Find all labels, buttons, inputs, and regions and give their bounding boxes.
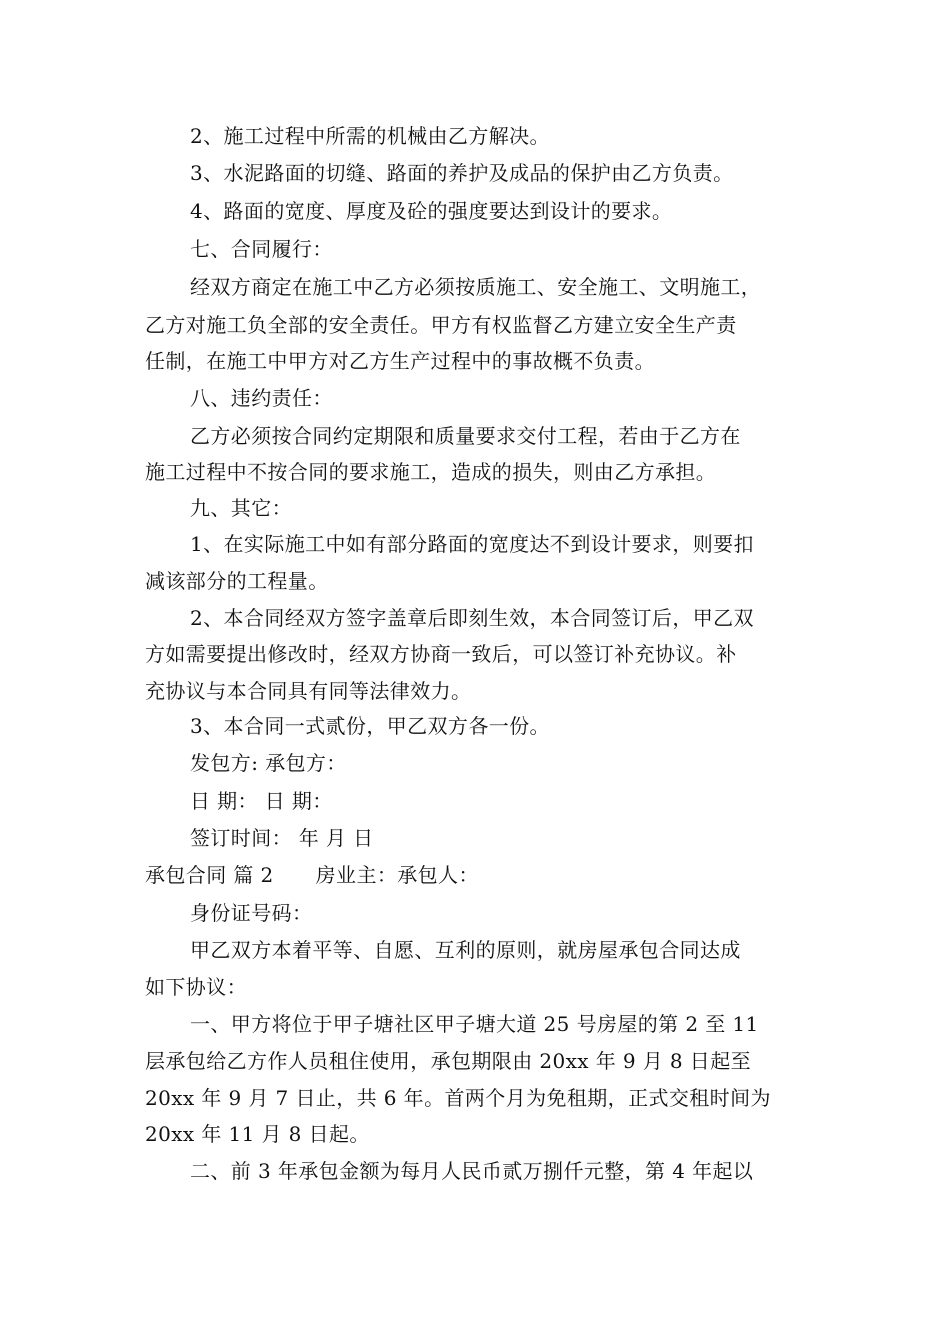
paragraph-line: 乙方必须按合同约定期限和质量要求交付工程，若由于乙方在	[190, 424, 741, 448]
owner-contractor-label: 房业主：承包人：	[315, 863, 479, 887]
paragraph-line: 甲乙双方本着平等、自愿、互利的原则，就房屋承包合同达成	[190, 938, 741, 962]
paragraph-line: 2、本合同经双方签字盖章后即刻生效，本合同签订后，甲乙双	[190, 606, 754, 630]
paragraph-line: 经双方商定在施工中乙方必须按质施工、安全施工、文明施工，	[190, 275, 762, 299]
paragraph-line: 1、在实际施工中如有部分路面的宽度达不到设计要求，则要扣	[190, 532, 754, 556]
signature-dates: 日 期： 日 期：	[190, 789, 333, 813]
paragraph-line: 充协议与本合同具有同等法律效力。	[145, 679, 472, 703]
paragraph-line: 如下协议：	[145, 975, 247, 999]
clause-4-requirements: 4、路面的宽度、厚度及砼的强度要达到设计的要求。	[190, 199, 673, 223]
paragraph-line: 乙方对施工负全部的安全责任。甲方有权监督乙方建立安全生产责	[145, 313, 737, 337]
section-9-heading: 九、其它：	[190, 496, 292, 520]
paragraph-line: 层承包给乙方作人员租住使用，承包期限由 20xx 年 9 月 8 日起至	[145, 1049, 752, 1073]
clause-3-maintenance: 3、水泥路面的切缝、路面的养护及成品的保护由乙方负责。	[190, 161, 734, 185]
paragraph-line: 20xx 年 9 月 7 日止，共 6 年。首两个月为免租期，正式交租时间为	[145, 1086, 771, 1110]
paragraph-line: 任制，在施工中甲方对乙方生产过程中的事故概不负责。	[145, 349, 655, 373]
section-8-heading: 八、违约责任：	[190, 386, 333, 410]
paragraph-line: 方如需要提出修改时，经双方协商一致后，可以签订补充协议。补	[145, 642, 737, 666]
paragraph-line: 减该部分的工程量。	[145, 569, 329, 593]
contract-2-title: 承包合同 篇 2	[145, 863, 274, 887]
paragraph-line: 20xx 年 11 月 8 日起。	[145, 1122, 370, 1146]
signature-parties: 发包方: 承包方：	[190, 751, 347, 775]
signing-time: 签订时间： 年 月 日	[190, 826, 374, 850]
paragraph-line: 3、本合同一式贰份，甲乙双方各一份。	[190, 714, 550, 738]
paragraph-line: 施工过程中不按合同的要求施工，造成的损失，则由乙方承担。	[145, 460, 717, 484]
section-7-heading: 七、合同履行：	[190, 237, 333, 261]
contract-2-heading-line	[145, 863, 825, 887]
id-number-label: 身份证号码：	[190, 901, 313, 925]
paragraph-line: 一、甲方将位于甲子塘社区甲子塘大道 25 号房屋的第 2 至 11	[190, 1012, 759, 1036]
paragraph-line: 二、前 3 年承包金额为每月人民币贰万捌仟元整，第 4 年起以	[190, 1159, 754, 1183]
clause-2-machinery: 2、施工过程中所需的机械由乙方解决。	[190, 124, 550, 148]
